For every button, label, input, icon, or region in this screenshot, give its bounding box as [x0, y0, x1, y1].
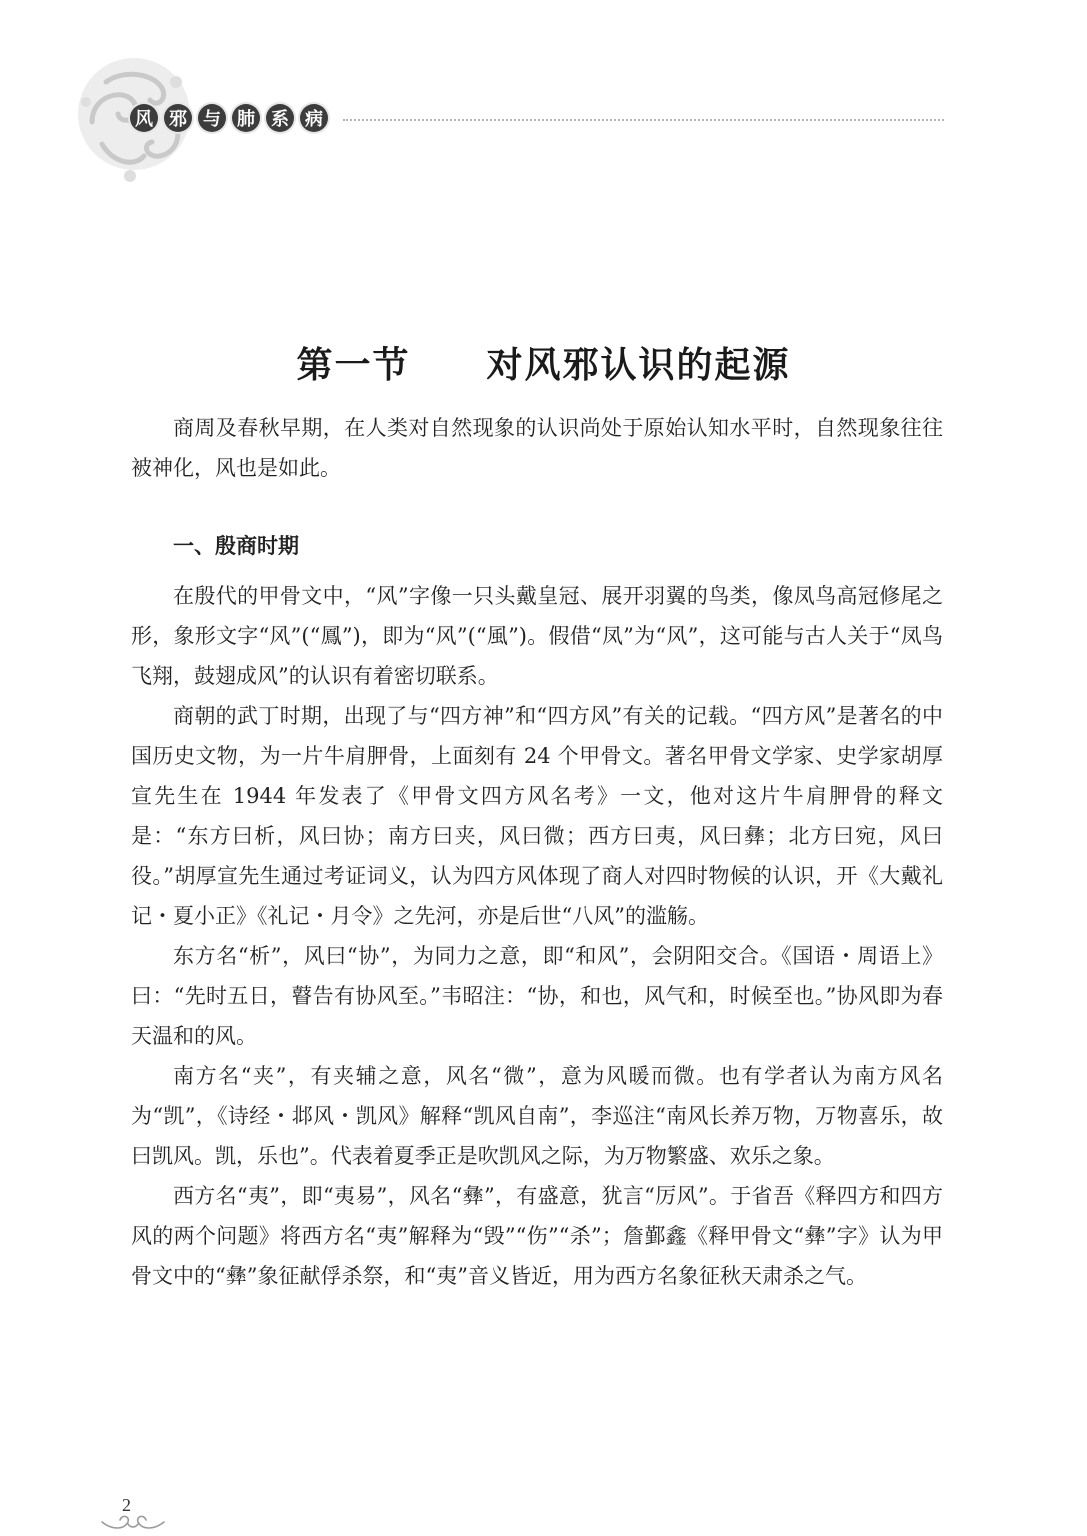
- paragraph: 西方名“夷”，即“夷易”，风名“彝”，有盛意，犹言“厉风”。于省吾《释四方和四方风的两个问题》将西方名“夷”解释为“毁”“伤”“杀”；詹鄞鑫《释甲骨文“彝”字》认为甲骨文中的“彝”象征献俘杀祭，和“夷”音义皆近，用为西方名象征秋天肃杀之气。: [131, 1184, 943, 1288]
- title-char: 系: [266, 104, 294, 132]
- title-char: 肺: [232, 104, 260, 132]
- page-number: 2: [122, 1495, 131, 1515]
- section-title: 第一节 对风邪认识的起源: [296, 344, 791, 387]
- paragraph: 商朝的武丁时期，出现了与“四方神”和“四方风”有关的记载。“四方风”是著名的中国历史文物，为一片牛肩胛骨，上面刻有 24 个甲骨文。著名甲骨文学家、史学家胡厚宣先生在 1944 年发表了《甲骨文四方风名考》一文，他对这片牛肩胛骨的释文是：“东方曰析，风曰协；南方曰夹，风曰微；西方曰夷，风曰彝；北方曰宛，风曰役。”胡厚宣先生通过考证词义，认为四方风体现了商人对四时物候的认识，开《大戴礼记・夏小正》《礼记・月令》之先河，亦是后世“八风”的滥觞。: [131, 704, 943, 928]
- header-dotted-rule: [343, 119, 944, 121]
- title-char: 病: [300, 104, 328, 132]
- running-head-book-title: [130, 104, 328, 132]
- title-char: 与: [198, 104, 226, 132]
- body-text: [131, 408, 943, 1296]
- title-char: 风: [130, 104, 158, 132]
- subsection-heading: 一、殷商时期: [173, 534, 299, 558]
- intro-paragraph: 商周及春秋早期，在人类对自然现象的认识尚处于原始认知水平时，自然现象往往被神化，风也是如此。: [131, 416, 943, 480]
- paragraph: 东方名“析”，风曰“协”，为同力之意，即“和风”，会阴阳交合。《国语・周语上》曰：“先时五日，瞽告有协风至。”韦昭注：“协，和也，风气和，时候至也。”协风即为春天温和的风。: [131, 944, 943, 1048]
- paragraph: 南方名“夹”，有夹辅之意，风名“微”，意为风暖而微。也有学者认为南方风名为“凯”，《诗经・邶风・凯风》解释“凯风自南”，李巡注“南风长养万物，万物喜乐，故曰凯风。凯，乐也”。代表着夏季正是吹凯风之际，为万物繁盛、欢乐之象。: [131, 1064, 943, 1168]
- paragraph: 在殷代的甲骨文中，“风”字像一只头戴皇冠、展开羽翼的鸟类，像凤鸟高冠修尾之形，象形文字“风”(“鳳”)，即为“风”(“風”)。假借“凤”为“风”，这可能与古人关于“凤鸟飞翔，鼓翅成风”的认识有着密切联系。: [131, 584, 943, 688]
- cloud-scroll-icon: [98, 1504, 168, 1534]
- title-char: 邪: [164, 104, 192, 132]
